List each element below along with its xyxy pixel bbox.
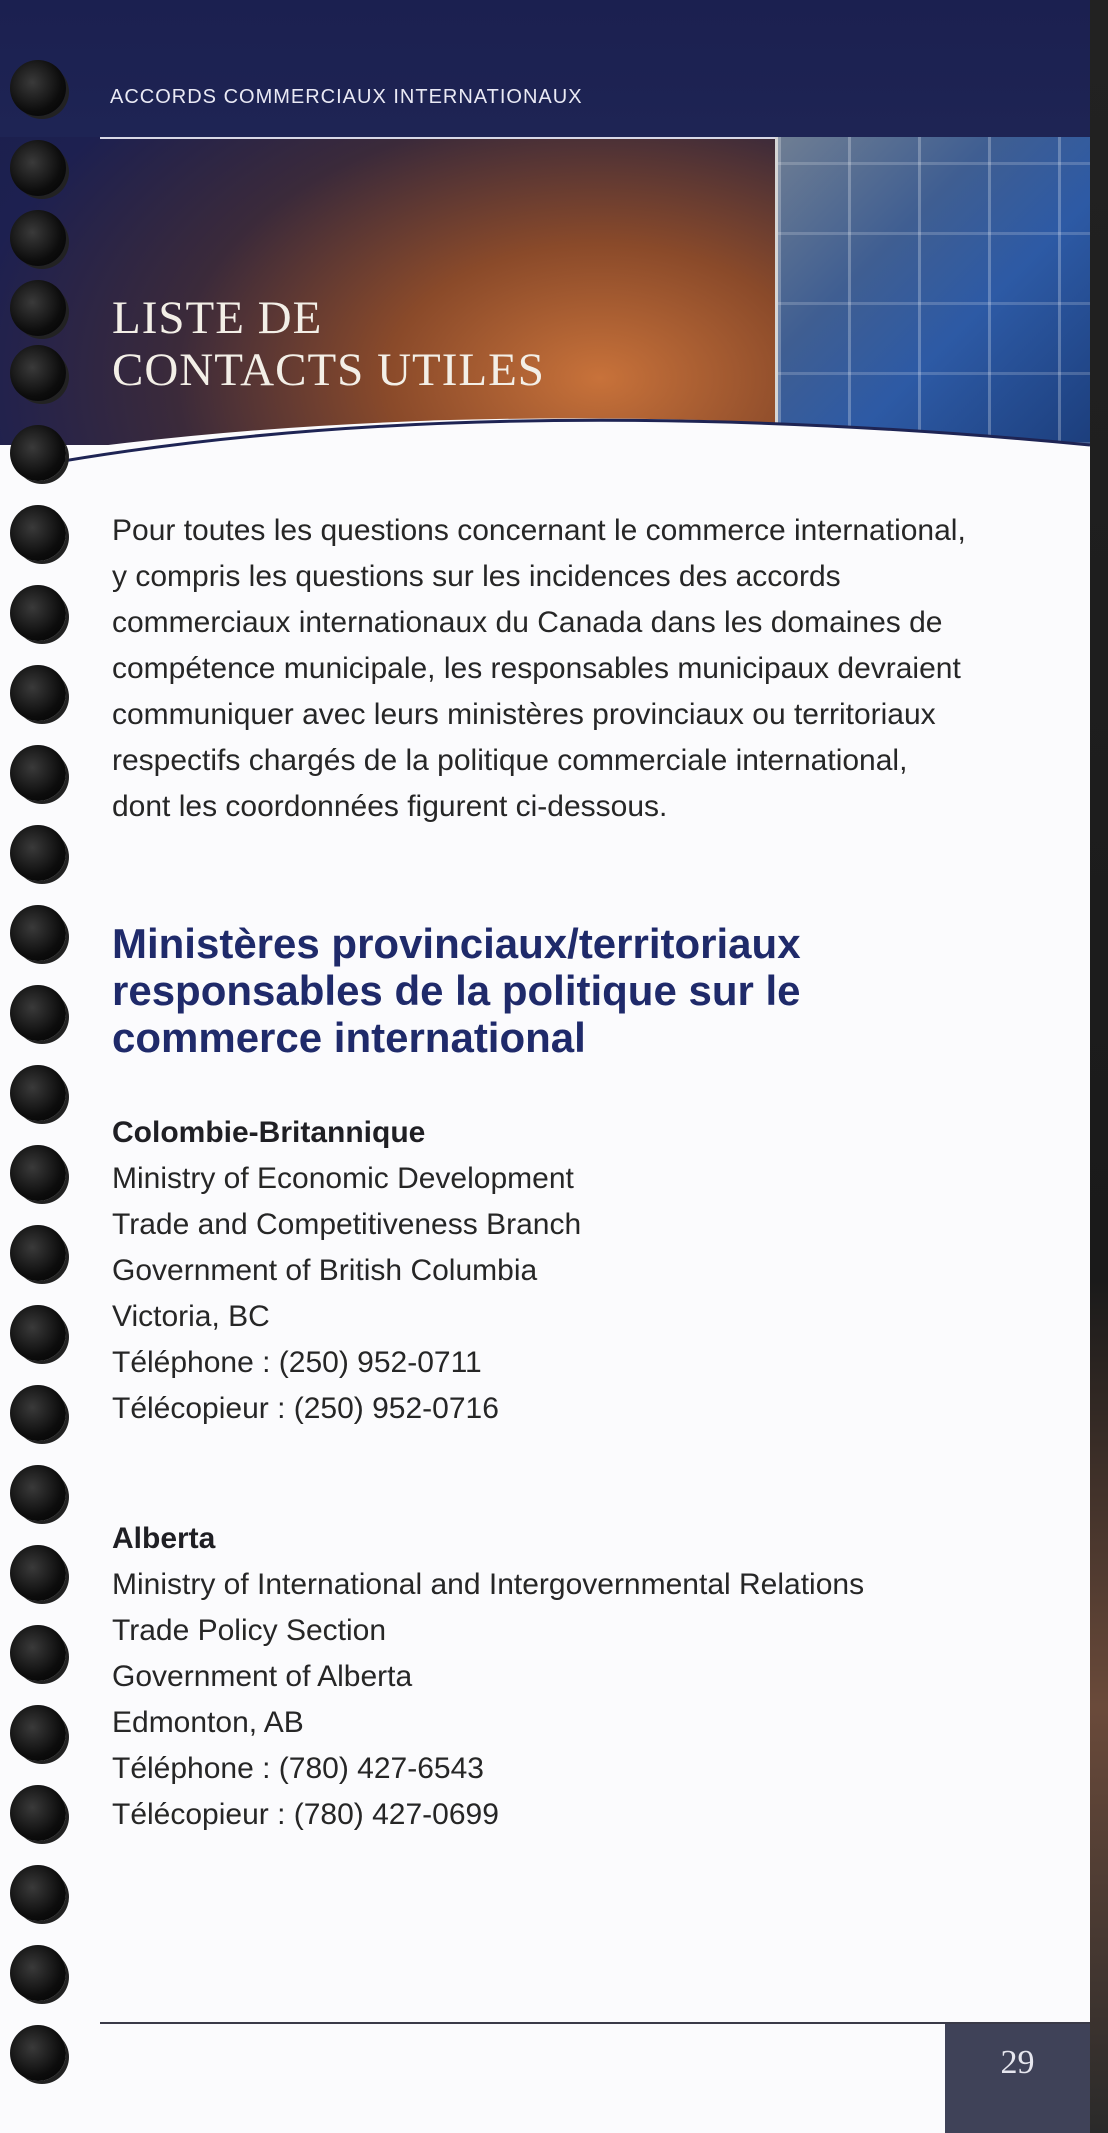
binding-ring-icon [10,60,66,116]
binding-ring-icon [10,1625,66,1681]
header-top-band [0,0,1090,137]
intro-line: compétence municipale, les responsables municipaux devraient [112,652,961,685]
heading-line: responsables de la politique sur le [112,967,801,1014]
binding-ring-icon [10,210,66,266]
binding-ring-icon [10,1385,66,1441]
binding-ring-icon [10,140,66,196]
page-number: 29 [945,2024,1090,2133]
binding-ring-icon [10,1785,66,1841]
contact-line: Trade Policy Section [112,1614,387,1647]
section-title: ACCORDS COMMERCIAUX INTERNATIONAUX [110,86,583,108]
binding-ring-icon [10,1705,66,1761]
binding-ring-icon [10,1465,66,1521]
binding-ring-icon [10,585,66,641]
intro-line: Pour toutes les questions concernant le commerce international, [112,514,966,547]
binding-ring-icon [10,505,66,561]
contact-province: Alberta [112,1522,216,1555]
spiral-binding [0,0,80,2133]
header-banner [0,0,1090,445]
intro-paragraph [112,508,992,830]
contact-block-alberta [112,1516,992,1838]
binding-ring-icon [10,280,66,336]
contact-block-british-columbia [112,1110,992,1432]
contact-phone: Téléphone : (250) 952-0711 [112,1346,482,1379]
contact-line: Ministry of Economic Development [112,1162,574,1195]
contact-fax: Télécopieur : (250) 952-0716 [112,1392,499,1425]
binding-ring-icon [10,1545,66,1601]
heading-line: commerce international [112,1014,586,1061]
contact-line: Government of Alberta [112,1660,413,1693]
binding-ring-icon [10,1225,66,1281]
heading-line: Ministères provinciaux/territoriaux [112,920,801,967]
binding-ring-icon [10,1145,66,1201]
page-title-line-2: CONTACTS UTILES [112,344,545,396]
contact-line: Ministry of International and Intergovernmental Relations [112,1568,865,1601]
binding-ring-icon [10,825,66,881]
intro-line: y compris les questions sur les incidences des accords [112,560,841,593]
binding-ring-icon [10,665,66,721]
building-photo [775,137,1090,445]
binding-ring-icon [10,1305,66,1361]
contact-line: Edmonton, AB [112,1706,304,1739]
page-title-line-1: LISTE DE [112,292,323,344]
intro-line: dont les coordonnées figurent ci-dessous. [112,790,668,823]
intro-line: communiquer avec leurs ministères provinciaux ou territoriaux [112,698,936,731]
section-heading [112,920,952,1061]
contact-province: Colombie-Britannique [112,1116,426,1149]
page-edge [1090,0,1108,2133]
contact-fax: Télécopieur : (780) 427-0699 [112,1798,499,1831]
contact-line: Victoria, BC [112,1300,270,1333]
binding-ring-icon [10,425,66,481]
binding-ring-icon [10,1865,66,1921]
intro-line: commerciaux internationaux du Canada dans les domaines de [112,606,943,639]
header-curve [0,405,1090,475]
binding-ring-icon [10,1945,66,2001]
footer-divider [100,2022,1090,2024]
binding-ring-icon [10,985,66,1041]
intro-line: respectifs chargés de la politique commerciale international, [112,744,908,777]
contact-phone: Téléphone : (780) 427-6543 [112,1752,484,1785]
binding-ring-icon [10,905,66,961]
contact-line: Government of British Columbia [112,1254,538,1287]
binding-ring-icon [10,1065,66,1121]
binding-ring-icon [10,345,66,401]
contact-line: Trade and Competitiveness Branch [112,1208,582,1241]
page-title [112,292,545,396]
binding-ring-icon [10,745,66,801]
binding-ring-icon [10,2025,66,2081]
